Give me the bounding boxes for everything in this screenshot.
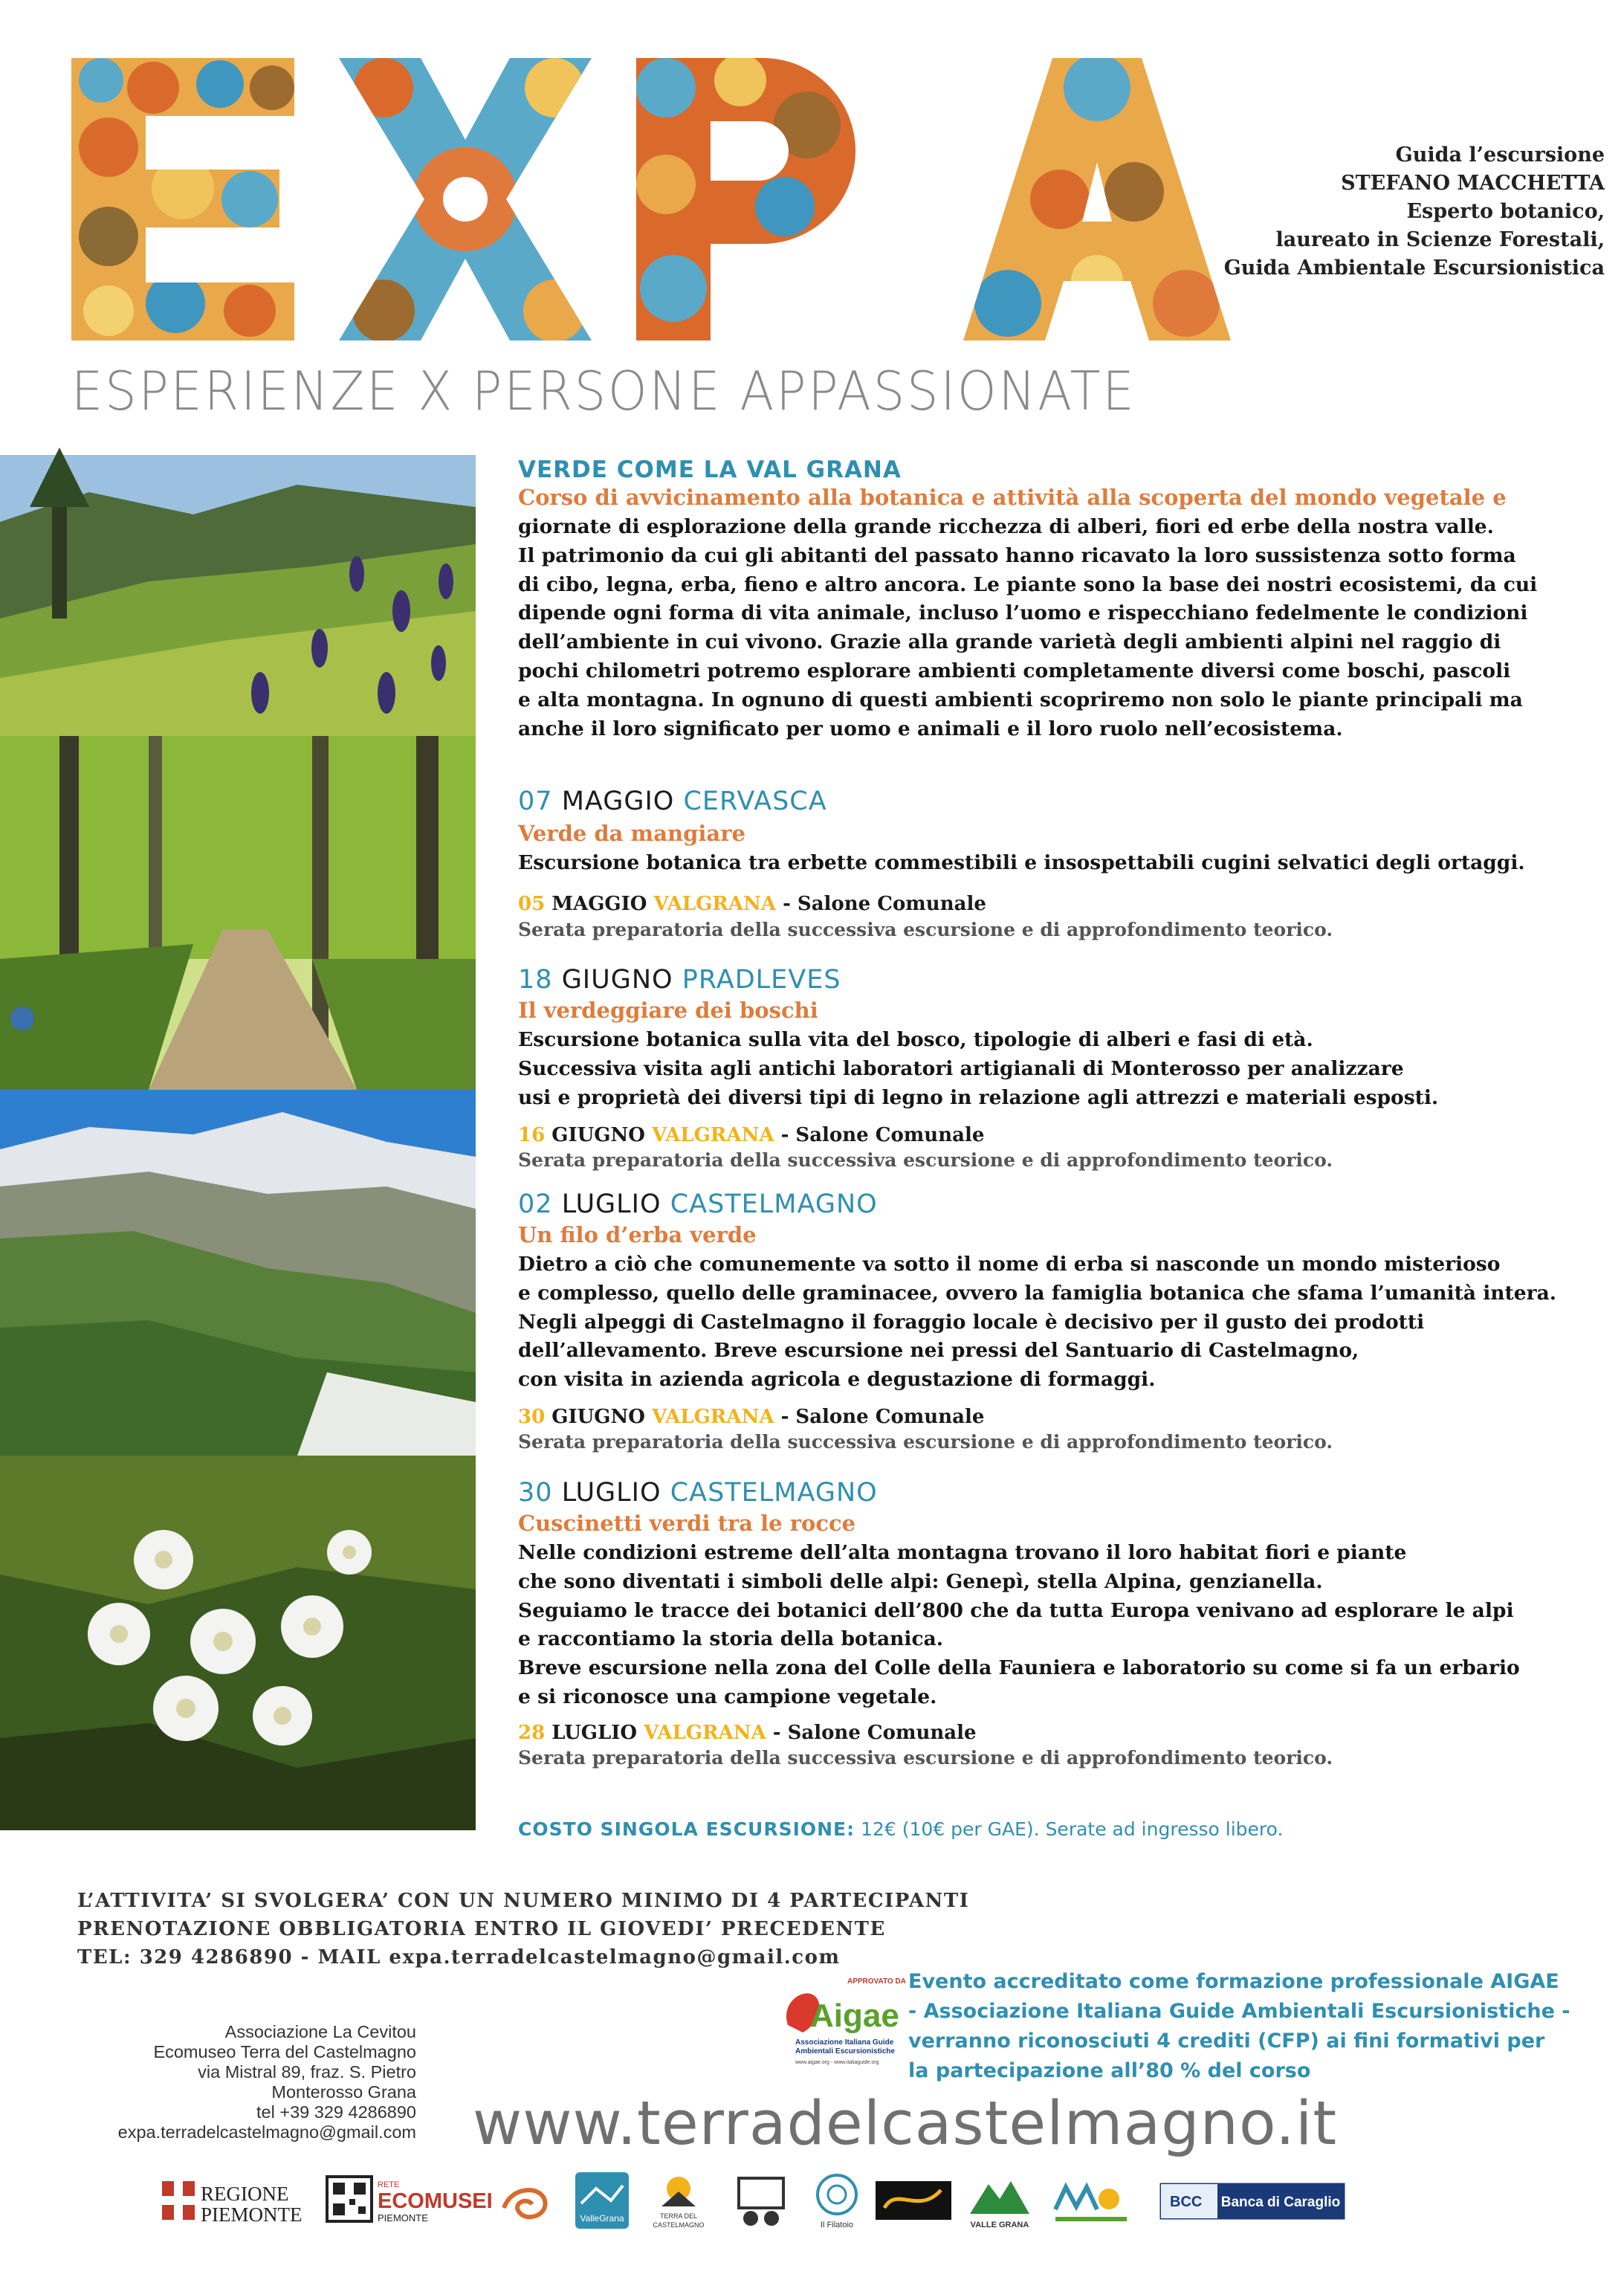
aigae-line: Evento accreditato come formazione professionale AIGAE bbox=[908, 1970, 1559, 1993]
event-3-line: Dietro a ciò che comunemente va sotto il nome di erba si nasconde un mondo misterioso bbox=[518, 1253, 1501, 1276]
intro-line: pochi chilometri potremo esplorare ambienti completamente diversi come boschi, pascoli bbox=[518, 659, 1511, 682]
event-3-month: LUGLIO bbox=[561, 1189, 661, 1219]
footer-contact: TEL: 329 4286890 - MAIL expa.terradelcastelmagno@gmail.com bbox=[77, 1946, 841, 1969]
event-2-text bbox=[518, 1026, 1438, 1112]
association-line: Ecomuseo Terra del Castelmagno bbox=[153, 2042, 416, 2061]
event-2-header bbox=[518, 965, 841, 995]
association-line: via Mistral 89, fraz. S. Pietro bbox=[198, 2062, 416, 2082]
event-2-month: GIUGNO bbox=[561, 965, 673, 995]
guide-line: laureato in Scienze Forestali, bbox=[1275, 228, 1605, 251]
cultural-logo bbox=[731, 2171, 791, 2230]
aigae-accreditation bbox=[908, 1967, 1570, 2086]
event-4-prep bbox=[518, 1722, 977, 1744]
intro-title: VERDE COME LA VAL GRANA bbox=[518, 456, 902, 483]
intro-line: anche il loro significato per uomo e animali e il loro ruolo nell’ecosistema. bbox=[518, 717, 1343, 740]
event-3-place: CASTELMAGNO bbox=[670, 1189, 878, 1219]
event-2-prep-venue: - Salone Comunale bbox=[780, 1124, 985, 1146]
regione-piemonte-logo bbox=[159, 2171, 308, 2230]
event-3-text bbox=[518, 1250, 1556, 1395]
guide-line: Esperto botanico, bbox=[1406, 200, 1605, 223]
website-url[interactable]: www.terradelcastelmagno.it bbox=[473, 2089, 1338, 2159]
intro-line: dipende ogni forma di vita animale, incluso l’uomo e rispecchiano fedelmente le condizioni bbox=[518, 601, 1528, 625]
filatoio-logo bbox=[807, 2171, 867, 2230]
photo-edelweiss bbox=[0, 1456, 476, 1830]
association-line: Associazione La Cevitou bbox=[224, 2022, 416, 2041]
aigae-sub1: Associazione Italiana Guide bbox=[795, 2038, 894, 2047]
terra-text-2: CASTELMAGNO bbox=[653, 2221, 705, 2229]
event-3-prep-place: VALGRANA bbox=[651, 1406, 774, 1428]
association-email: expa.terradelcastelmagno@gmail.com bbox=[117, 2122, 416, 2142]
vallegrana-badge-logo bbox=[574, 2171, 630, 2230]
rete-text: RETE bbox=[378, 2180, 400, 2189]
event-4-text bbox=[518, 1539, 1520, 1712]
event-3-line: e complesso, quello delle graminacee, ovvero la famiglia botanica che sfama l’umanità intera. bbox=[518, 1281, 1556, 1305]
event-1-prep-day: 05 bbox=[518, 893, 546, 915]
event-4-month: LUGLIO bbox=[561, 1478, 661, 1508]
bcc-badge-text: BCC bbox=[1170, 2194, 1203, 2210]
guide-name: STEFANO MACCHETTA bbox=[1341, 172, 1605, 195]
expa-logo bbox=[71, 58, 1231, 340]
event-1-prep bbox=[518, 893, 986, 915]
event-2-prep-day: 16 bbox=[518, 1124, 546, 1146]
aigae-line: verranno riconosciuti 4 crediti (CFP) ai fini formativi per bbox=[908, 2029, 1545, 2053]
intro-line: giornate di esplorazione della grande ricchezza di alberi, fiori ed erbe della nostra valle. bbox=[518, 515, 1494, 538]
footer-line: PRENOTAZIONE OBBLIGATORIA ENTRO IL GIOVEDI’ PRECEDENTE bbox=[77, 1918, 886, 1940]
event-3-prep-note: Serata preparatoria della successiva escursione e di approfondimento teorico. bbox=[518, 1431, 1333, 1453]
banca-caraglio-logo bbox=[1159, 2171, 1345, 2230]
event-4-prep-venue: - Salone Comunale bbox=[772, 1722, 977, 1744]
event-1-header bbox=[518, 787, 827, 816]
event-4-prep-place: VALGRANA bbox=[644, 1722, 766, 1744]
tagline: ESPERIENZE X PERSONE APPASSIONATE bbox=[71, 360, 1136, 422]
event-1-title: Verde da mangiare bbox=[518, 821, 745, 846]
event-4-line: Nelle condizioni estreme dell’alta montagna trovano il loro habitat fiori e piante bbox=[518, 1541, 1407, 1564]
event-4-line: e si riconosce una campione vegetale. bbox=[518, 1685, 937, 1708]
regione-text: REGIONE bbox=[201, 2183, 289, 2205]
intro-line: Il patrimonio da cui gli abitanti del passato hanno ricavato la loro sussistenza sotto forma bbox=[518, 543, 1516, 567]
aigae-name: Aigae bbox=[810, 1998, 899, 2034]
photo-meadow-flowers bbox=[0, 455, 476, 736]
aigae-sub2: Ambientali Escursionistiche bbox=[795, 2047, 895, 2056]
event-1-month: MAGGIO bbox=[561, 787, 675, 816]
event-3-line: con visita in azienda agricola e degustazione di formaggi. bbox=[518, 1368, 1156, 1392]
footer-line: L’ATTIVITA’ SI SVOLGERA’ CON UN NUMERO MINIMO DI 4 PARTECIPANTI bbox=[77, 1890, 970, 1912]
association-line: tel +39 329 4286890 bbox=[256, 2102, 416, 2122]
ecomusei-text: ECOMUSEI bbox=[378, 2189, 493, 2213]
intro-line: e alta montagna. In ognuno di questi ambienti scopriremo non solo le piante principali ma bbox=[518, 688, 1523, 711]
event-3-prep bbox=[518, 1406, 984, 1428]
event-2-prep-note: Serata preparatoria della successiva escursione e di approfondimento teorico. bbox=[518, 1149, 1333, 1171]
event-1-place: CERVASCA bbox=[683, 787, 827, 816]
event-1-prep-month: MAGGIO bbox=[551, 893, 647, 915]
event-2-day: 18 bbox=[518, 965, 553, 995]
bcc-name-text: Banca di Caraglio bbox=[1220, 2195, 1341, 2210]
event-4-line: e raccontiamo la storia della botanica. bbox=[518, 1627, 943, 1651]
event-3-prep-venue: - Salone Comunale bbox=[780, 1406, 985, 1428]
event-3-title: Un filo d’erba verde bbox=[518, 1222, 757, 1247]
guide-line: Guida Ambientale Escursionistica bbox=[1223, 256, 1605, 280]
association-info bbox=[89, 2022, 416, 2142]
event-3-day: 02 bbox=[518, 1189, 553, 1219]
ecomusei-piemonte-text: PIEMONTE bbox=[378, 2212, 428, 2224]
event-4-header bbox=[518, 1478, 878, 1508]
moe-logo bbox=[1049, 2171, 1131, 2230]
valle-grana-logo bbox=[966, 2171, 1033, 2230]
event-2-prep-place: VALGRANA bbox=[651, 1124, 774, 1146]
event-4-prep-month: LUGLIO bbox=[551, 1722, 638, 1744]
cost-value: 12€ (10€ per GAE). Serate ad ingresso libero. bbox=[861, 1818, 1284, 1840]
intro-text bbox=[518, 513, 1537, 743]
event-4-prep-note: Serata preparatoria della successiva escursione e di approfondimento teorico. bbox=[518, 1747, 1333, 1769]
valle-grana-text: VALLE GRANA bbox=[970, 2221, 1029, 2229]
event-1-day: 07 bbox=[518, 787, 553, 816]
event-3-prep-day: 30 bbox=[518, 1406, 546, 1428]
terra-text-1: TERRA DEL bbox=[659, 2212, 698, 2220]
event-2-title: Il verdeggiare dei boschi bbox=[518, 998, 818, 1023]
cost-label: COSTO SINGOLA ESCURSIONE: bbox=[518, 1818, 855, 1840]
vallegrana-badge-text: ValleGrana bbox=[580, 2213, 624, 2224]
event-3-header bbox=[518, 1189, 878, 1219]
intro-line: dell’ambiente in cui vivono. Grazie alla grande varietà degli ambienti alpini nel raggio di bbox=[518, 630, 1501, 654]
aigae-line: - Associazione Italiana Guide Ambientali Escursionistiche - bbox=[908, 2000, 1570, 2023]
event-1-prep-place: VALGRANA bbox=[653, 893, 777, 915]
terra-castelmagno-logo bbox=[647, 2171, 711, 2230]
event-4-day: 30 bbox=[518, 1478, 553, 1508]
event-4-line: Breve escursione nella zona del Colle della Fauniera e laboratorio su come si fa un erbario bbox=[518, 1656, 1520, 1680]
ecomusei-logo bbox=[326, 2171, 493, 2230]
event-2-place: PRADLEVES bbox=[682, 965, 841, 995]
aigae-line: la partecipazione all’80 % del corso bbox=[908, 2059, 1311, 2082]
event-2-line: Escursione botanica sulla vita del bosco, tipologie di alberi e fasi di età. bbox=[518, 1028, 1313, 1051]
event-4-prep-day: 28 bbox=[518, 1722, 546, 1744]
association-line: Monterosso Grana bbox=[271, 2082, 416, 2102]
event-2-line: usi e proprietà dei diversi tipi di legno in relazione agli attrezzi e materiali esposti. bbox=[518, 1085, 1439, 1109]
event-3-line: Negli alpeggi di Castelmagno il foraggio locale è decisivo per il gusto dei prodotti bbox=[518, 1310, 1425, 1334]
footer-info bbox=[77, 1887, 969, 1972]
aigae-url: www.aigae.org - www.italiaguide.org bbox=[795, 2060, 879, 2065]
event-4-place: CASTELMAGNO bbox=[670, 1478, 878, 1508]
event-2-line: Successiva visita agli antichi laboratori artigianali di Monterosso per analizzare bbox=[518, 1056, 1404, 1080]
dark-logo bbox=[874, 2171, 953, 2230]
intro-line: di cibo, legna, erba, fieno e altro ancora. Le piante sono la base dei nostri ecosistemi, da cui bbox=[518, 572, 1538, 596]
spiral-logo bbox=[496, 2171, 556, 2230]
event-4-title: Cuscinetti verdi tra le rocce bbox=[518, 1511, 856, 1536]
aigae-approved: APPROVATO DA bbox=[847, 1977, 906, 1986]
event-2-prep-month: GIUGNO bbox=[551, 1124, 645, 1146]
event-2-prep bbox=[518, 1124, 984, 1146]
photo-forest-path bbox=[0, 736, 476, 1090]
event-1-text bbox=[518, 849, 1525, 878]
event-1-prep-venue: - Salone Comunale bbox=[783, 893, 986, 915]
event-1-prep-note: Serata preparatoria della successiva escursione e di approfondimento teorico. bbox=[518, 919, 1333, 940]
filatoio-text: Il Filatoio bbox=[820, 2221, 854, 2229]
event-4-line: che sono diventati i simboli delle alpi: Genepì, stella Alpina, genzianella. bbox=[518, 1569, 1323, 1593]
aigae-logo bbox=[773, 1973, 906, 2070]
guide-line: Guida l’escursione bbox=[1395, 143, 1605, 167]
event-4-line: Seguiamo le tracce dei botanici dell’800 che da tutta Europa venivano ad esplorare le alpi bbox=[518, 1598, 1514, 1622]
guide-info bbox=[1159, 141, 1605, 282]
event-3-line: dell’allevamento. Breve escursione nei pressi del Santuario di Castelmagno, bbox=[518, 1339, 1359, 1363]
cost-info bbox=[518, 1818, 1283, 1840]
intro-subtitle: Corso di avvicinamento alla botanica e attività alla scoperta del mondo vegetale e bbox=[518, 485, 1507, 510]
event-3-prep-month: GIUGNO bbox=[551, 1406, 645, 1428]
photo-mountain-landscape bbox=[0, 1090, 476, 1456]
piemonte-text: PIEMONTE bbox=[201, 2203, 303, 2226]
event-1-line: Escursione botanica tra erbette commestibili e insospettabili cugini selvatici degli ortaggi. bbox=[518, 851, 1525, 874]
